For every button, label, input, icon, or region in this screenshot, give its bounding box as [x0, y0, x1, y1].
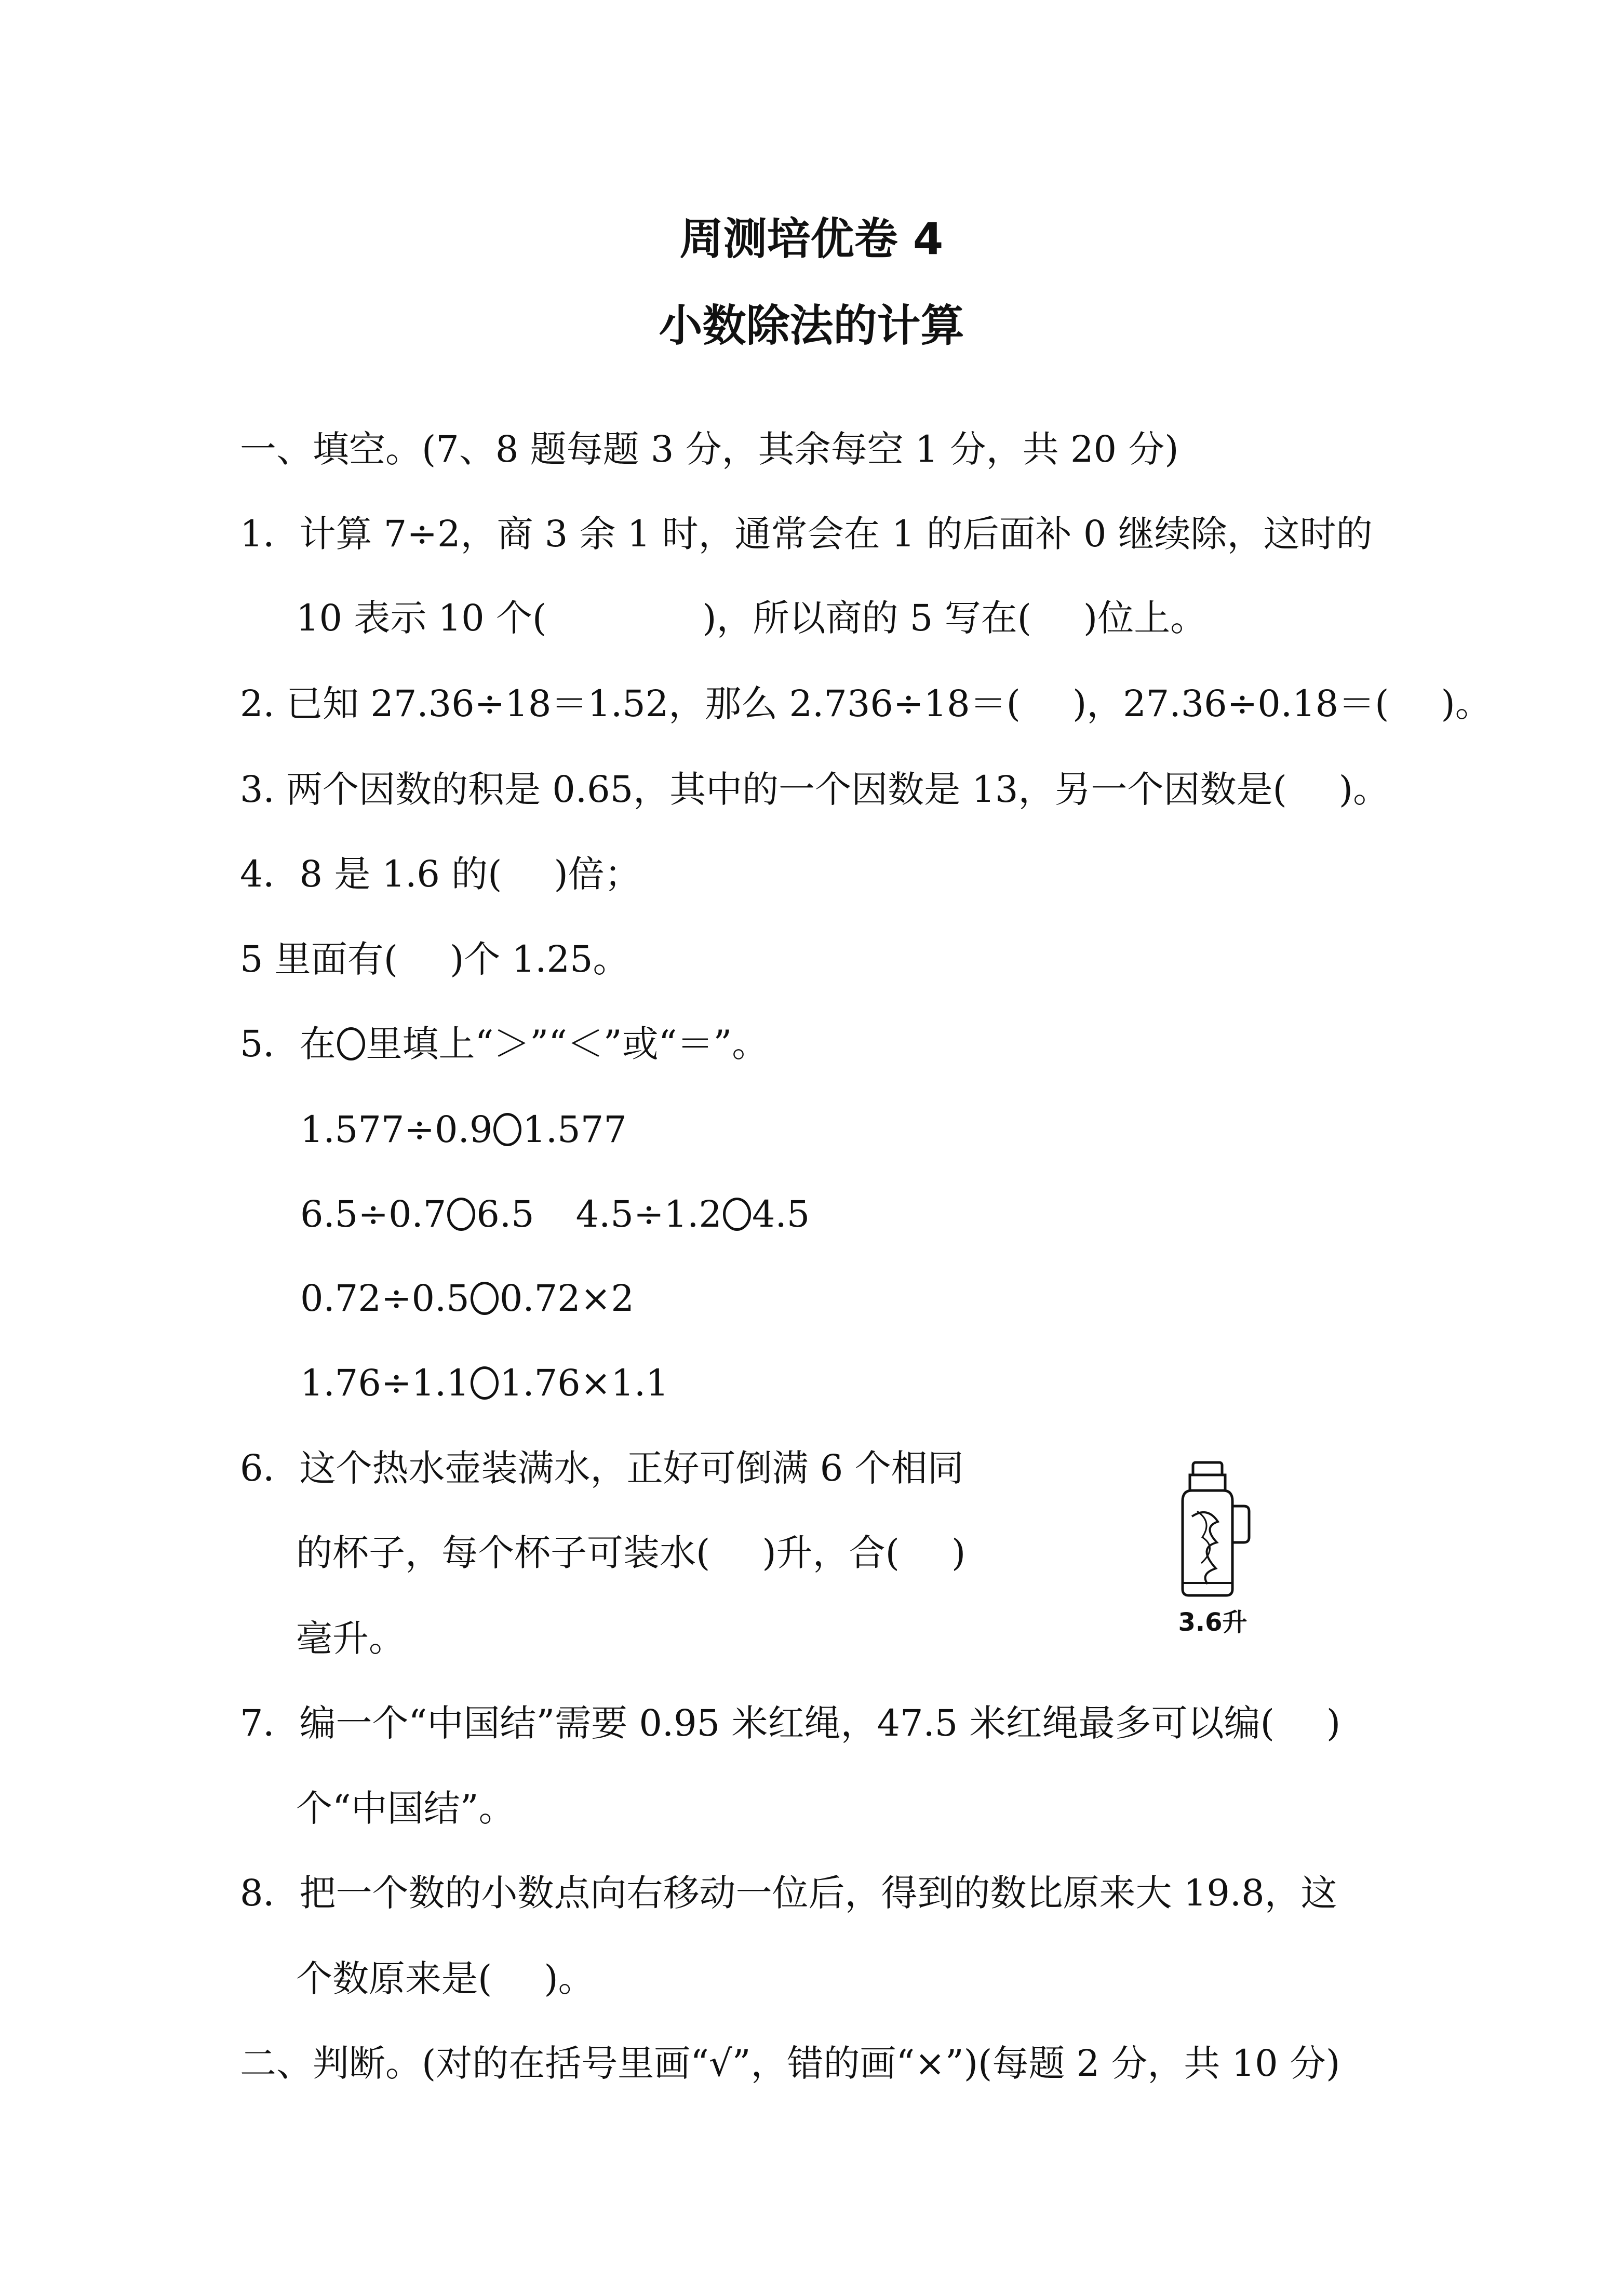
q5-expr: 1.577: [522, 1108, 627, 1151]
q5-row3: [300, 1277, 634, 1320]
q5-expr: 1.577÷0.9: [300, 1108, 493, 1151]
q5-expr: 1.76×1.1: [499, 1362, 669, 1404]
section2-heading: 二、判断。(对的在括号里画“√”，错的画“×”)(每题 2 分，共 10 分): [240, 2042, 1340, 2085]
circle-icon: [337, 1027, 365, 1060]
q4-line2: [240, 938, 629, 981]
q5-text-a: 5．在: [240, 1023, 336, 1065]
thermos-caption: 3.6升: [1178, 1608, 1248, 1637]
q1-text-c: )位上。: [1083, 597, 1207, 639]
q5-expr: 0.72÷0.5: [300, 1277, 470, 1320]
q4-text-a: 4．8 是 1.6 的(: [240, 853, 502, 895]
q5-row1: [300, 1108, 627, 1151]
q8-text-b: )。: [544, 1957, 595, 2000]
q6-text-c: ): [951, 1532, 966, 1574]
compare-circle[interactable]: [447, 1198, 475, 1231]
q5-expr: 4.5÷1.2: [575, 1193, 722, 1236]
q6-line1: 6．这个热水壶装满水，正好可倒满 6 个相同: [240, 1447, 964, 1489]
q5-text-b: 里填上“＞”“＜”或“＝”。: [366, 1023, 769, 1065]
q3-text-a: 3. 两个因数的积是 0.65，其中的一个因数是 13，另一个因数是(: [240, 768, 1287, 811]
q3-line: [240, 768, 1390, 811]
q2-line: [240, 682, 1492, 725]
q6-text-a: 的杯子，每个杯子可装水(: [296, 1532, 710, 1574]
compare-circle[interactable]: [471, 1366, 499, 1400]
q5-expr: 6.5: [476, 1193, 534, 1236]
q1-text-a: 10 表示 10 个(: [296, 597, 547, 639]
compare-circle[interactable]: [471, 1282, 499, 1315]
q4-text-d: )个 1.25。: [450, 938, 629, 981]
q5-expr: 0.72×2: [499, 1277, 634, 1320]
q2-text-b: )，27.36÷0.18＝(: [1072, 682, 1389, 725]
q8-text-a: 个数原来是(: [296, 1957, 492, 2000]
q4-text-c: 5 里面有(: [240, 938, 398, 981]
q6-line3: 毫升。: [296, 1617, 405, 1660]
page-subtitle: 小数除法的计算: [659, 300, 964, 351]
q8-line1: 8．把一个数的小数点向右移动一位后，得到的数比原来大 19.8，这: [240, 1872, 1337, 1914]
thermos-icon: [1171, 1459, 1254, 1600]
compare-circle[interactable]: [723, 1198, 751, 1231]
q8-line2: [296, 1957, 595, 2000]
q1-line1: 1．计算 7÷2，商 3 余 1 时，通常会在 1 的后面补 0 继续除，这时的: [240, 513, 1373, 555]
q5-row4: [300, 1362, 669, 1404]
q2-text-a: 2. 已知 27.36÷18＝1.52，那么 2.736÷18＝(: [240, 682, 1021, 725]
q5-expr: 6.5÷0.7: [300, 1193, 447, 1236]
q6-text-b: )升，合(: [762, 1532, 900, 1574]
q1-text-b: )，所以商的 5 写在(: [702, 597, 1031, 639]
q4-line1: [240, 853, 641, 895]
q4-text-b: )倍；: [554, 853, 641, 895]
q2-text-c: )。: [1441, 682, 1492, 725]
compare-circle[interactable]: [493, 1113, 521, 1146]
q6-line2: [296, 1532, 966, 1574]
q5-line: [240, 1023, 769, 1065]
page-title: 周测培优卷 4: [679, 213, 944, 264]
q5-row2: [300, 1193, 810, 1236]
q3-text-b: )。: [1338, 768, 1390, 811]
q1-line2: [296, 597, 1207, 639]
q7-line1: [240, 1702, 1341, 1744]
q7-text-b: ): [1326, 1702, 1341, 1744]
q7-line2: 个“中国结”。: [296, 1787, 515, 1830]
q7-text-a: 7．编一个“中国结”需要 0.95 米红绳，47.5 米红绳最多可以编(: [240, 1702, 1275, 1744]
q5-expr: 1.76÷1.1: [300, 1362, 470, 1404]
q5-expr: 4.5: [752, 1193, 810, 1236]
section1-heading: 一、填空。(7、8 题每题 3 分，其余每空 1 分，共 20 分): [240, 428, 1179, 471]
